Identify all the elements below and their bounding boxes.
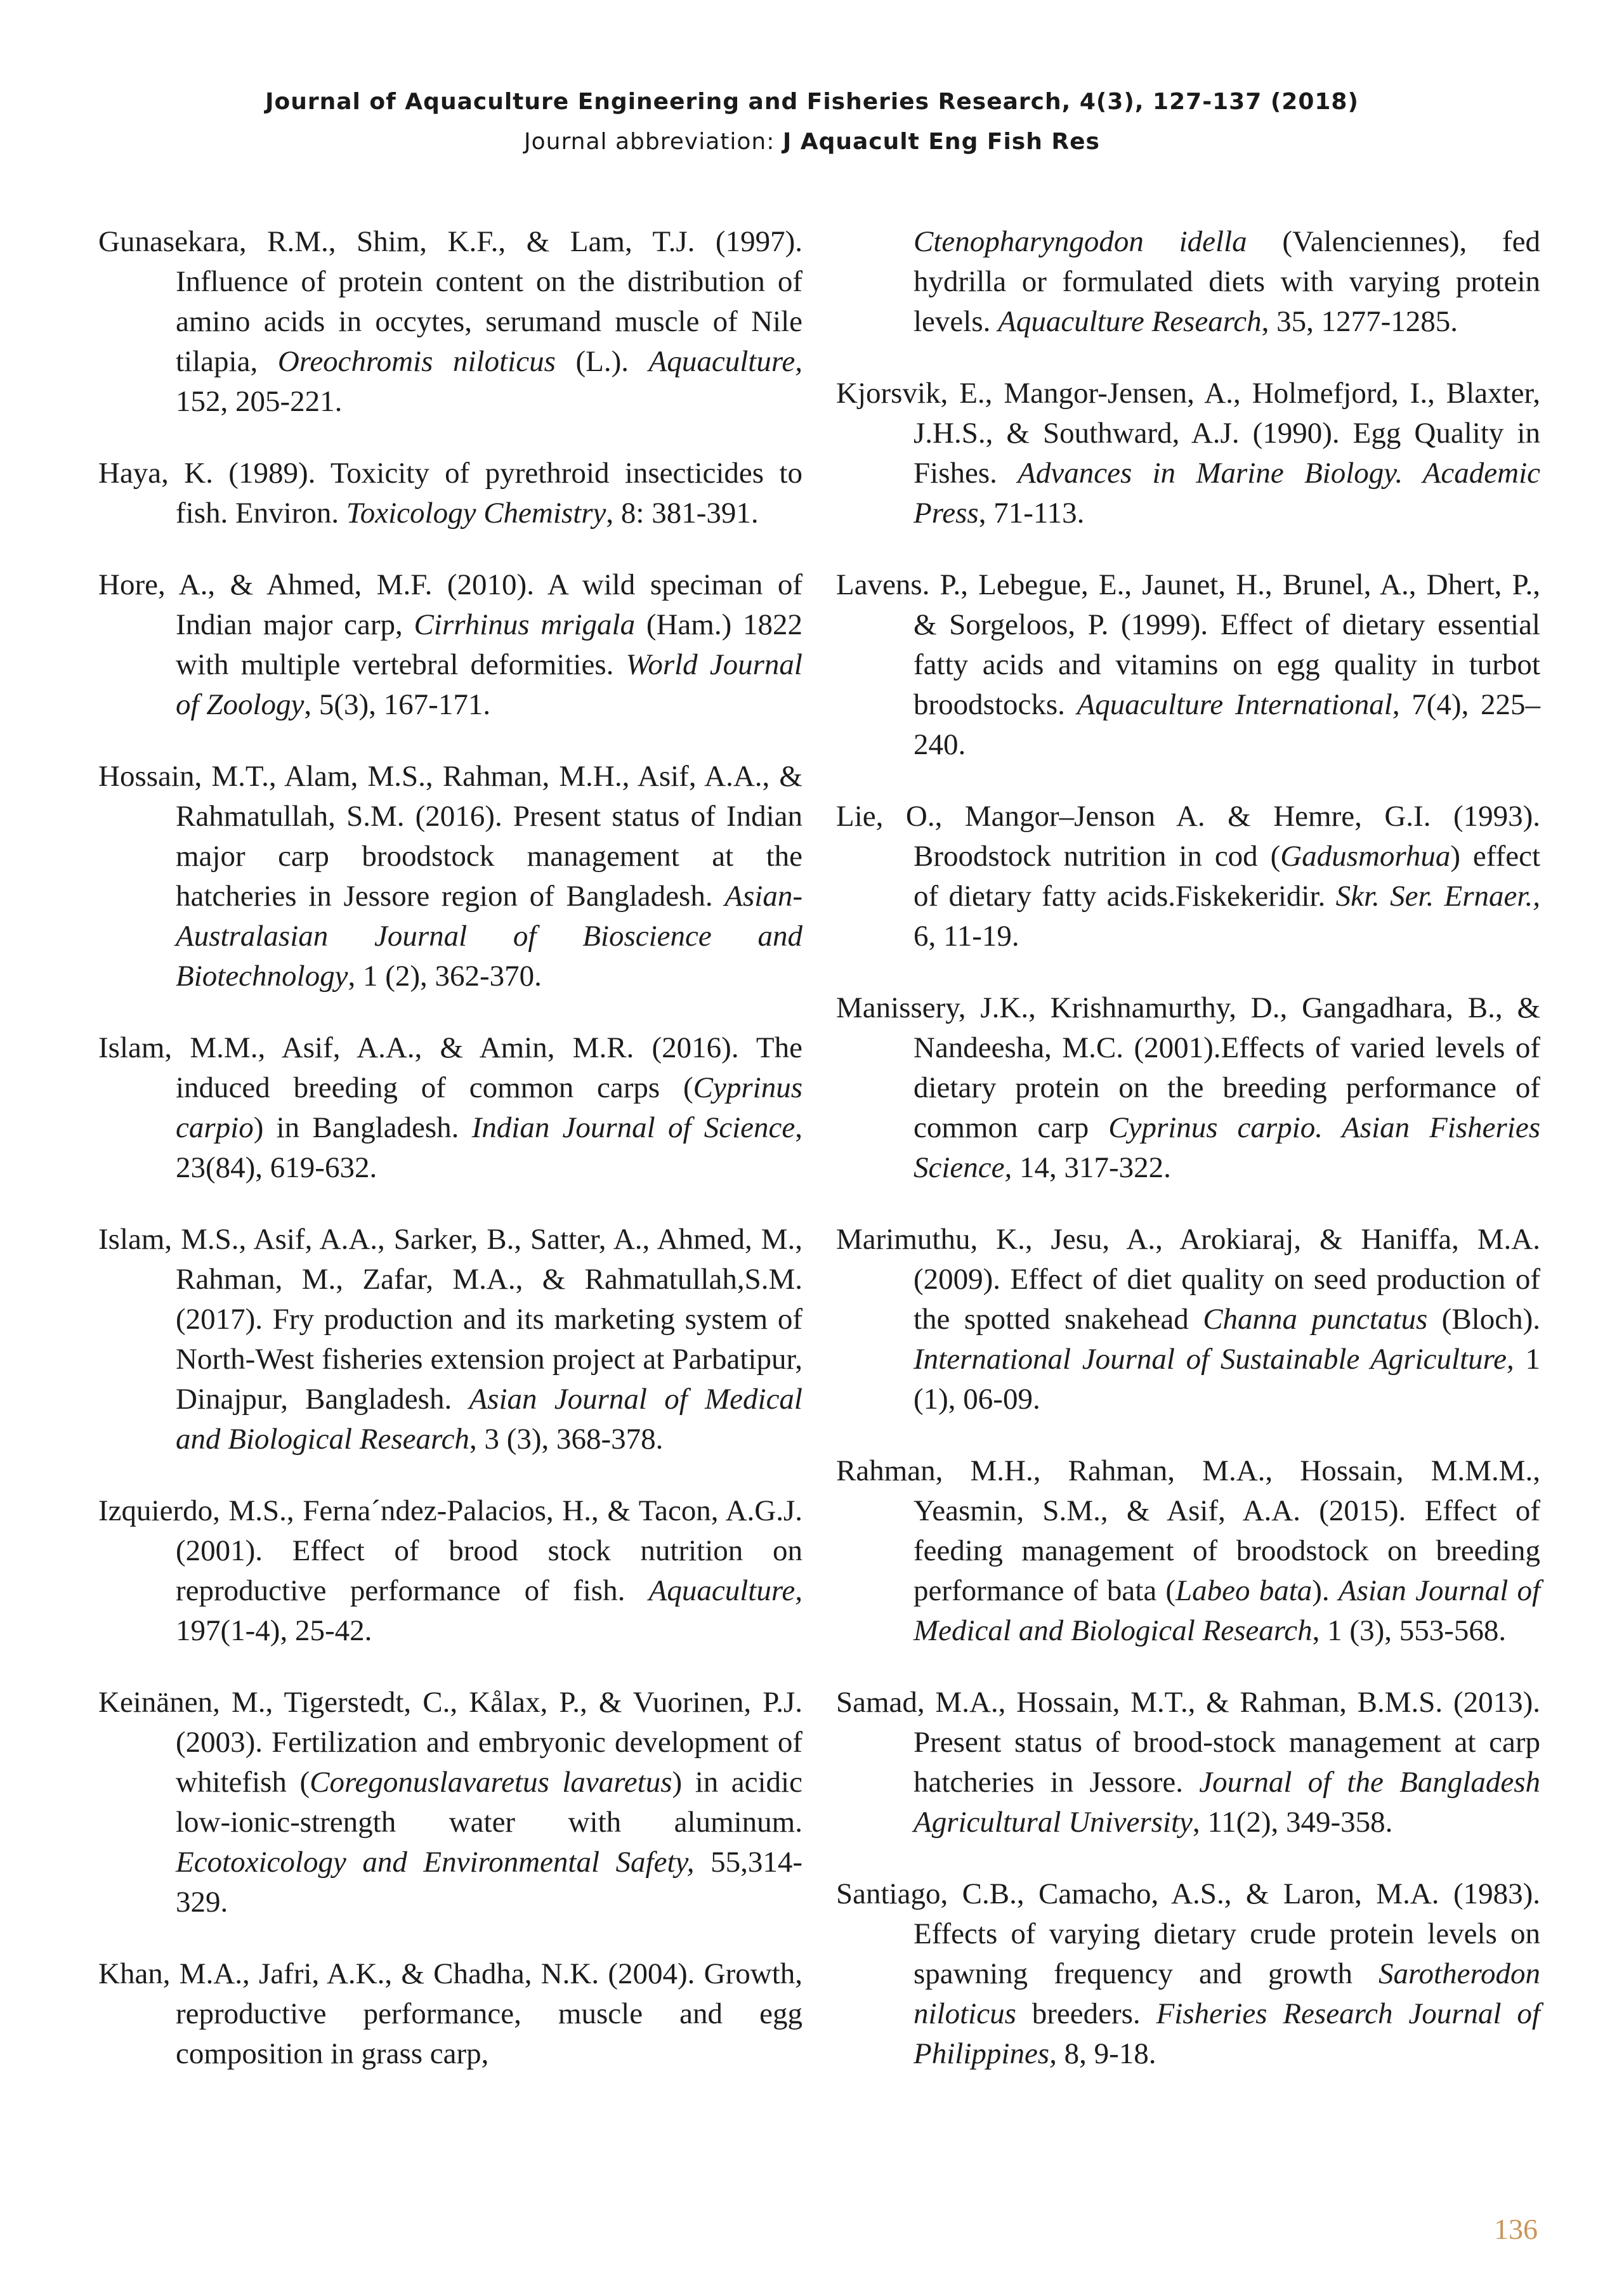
reference-entry [836,565,1540,765]
reference-italic-text: Toxicology Chemistry [346,497,606,530]
reference-text: ) in acidic low-ionic-strength water with aluminum. [176,1766,802,1839]
reference-text: ). [1312,1574,1339,1607]
reference-text: , 23(84), 619-632. [176,1111,802,1184]
reference-entry [98,1028,802,1188]
reference-italic-text: Labeo bata [1175,1574,1313,1607]
reference-entry [98,1491,802,1651]
reference-text: Islam, M.S., Asif, A.A., Sarker, B., Satter, A., Ahmed, M., Rahman, M., Zafar, M.A., & Rahmatullah,S.M. (2017). Fry production and its marketing system of North-West fisheries extension project at Parbatipur, Dinajpur, Bangladesh. [98,1223,802,1416]
reference-text: , 71-113. [978,497,1085,530]
reference-italic-text: Skr. Ser. Ernaer., [1335,880,1541,913]
reference-entry [836,222,1540,342]
reference-text: 55,314-329. [176,1846,802,1919]
reference-entry [836,1683,1540,1843]
reference-text: Hore, A., & Ahmed, M.F. (2010). A wild speciman of Indian major carp, [98,568,802,641]
reference-text: 1 (1), 06-09. [914,1343,1540,1416]
reference-italic-text: Gadusmorhua [1280,840,1451,873]
reference-entry [836,374,1540,533]
reference-text: , 5(3), 167-171. [304,688,491,721]
reference-text: Lavens. P., Lebegue, E., Jaunet, H., Brunel, A., Dhert, P., & Sorgeloos, P. (1999). Effect of dietary essential fatty acids and vitamins on egg quality in turbot broodstocks. [836,568,1540,721]
reference-text: , 8: 381-391. [606,497,759,530]
reference-text: Manissery, J.K., Krishnamurthy, D., Gangadhara, B., & Nandeesha, M.C. (2001).Effects of varied levels of dietary protein on the breeding performance of common carp [836,991,1540,1144]
reference-italic-text: Indian Journal of Science [471,1111,796,1144]
journal-abbreviation [0,129,1624,155]
reference-text: 197(1-4), 25-42. [176,1614,372,1647]
reference-italic-text: World Journal of Zoology [176,648,802,721]
abbreviation-label: Journal abbreviation: [524,129,783,155]
reference-text: , 1 (2), 362-370. [348,960,542,993]
reference-text: , 3 (3), 368-378. [469,1423,664,1456]
reference-entry [98,1683,802,1922]
reference-italic-text: Ctenopharyngodon idella [914,225,1247,258]
reference-italic-text: Ecotoxicology and Environmental Safety, [176,1846,695,1879]
references-right-column [836,222,1540,2106]
reference-text: Gunasekara, R.M., Shim, K.F., & Lam, T.J. (1997). Influence of protein content on the distribution of amino acids in occytes, serumand muscle of Nile tilapia, [98,225,802,378]
reference-text: 8, 9-18. [1056,2037,1156,2070]
reference-text: Lie, O., Mangor–Jenson A. & Hemre, G.I. (1993). Broodstock nutrition in cod ( [836,800,1540,873]
reference-text: Rahman, M.H., Rahman, M.A., Hossain, M.M.M., Yeasmin, S.M., & Asif, A.A. (2015). Effect of feeding management of broodstock on breeding performance of bata ( [836,1454,1540,1607]
reference-text: , 35, 1277-1285. [1261,305,1458,338]
references-left-column [98,222,802,2106]
reference-text: , 7(4), 225–240. [914,688,1540,761]
reference-italic-text: Aquaculture International [1077,688,1392,721]
reference-text: 152, 205-221. [176,385,343,418]
reference-italic-text: Asian-Australasian Journal of Bioscience and Biotechnology [176,880,802,993]
reference-italic-text: Oreochromis niloticus [277,345,556,378]
reference-italic-text: Channa punctatus [1203,1303,1428,1336]
reference-entry [836,1874,1540,2074]
reference-italic-text: Asian Journal of Medical and Biological Research [176,1383,802,1456]
reference-italic-text: Aquaculture, [648,1574,802,1607]
reference-italic-text: Cyprinus carpio [176,1071,802,1144]
reference-italic-text: International Journal of Sustainable Agriculture, [914,1343,1514,1376]
reference-text: (Bloch). [1427,1303,1540,1336]
reference-entry [98,1954,802,2074]
reference-italic-text: Advances in Marine Biology. Academic Press [914,457,1540,530]
journal-header [0,89,1624,155]
reference-entry [836,1451,1540,1651]
reference-text: , 1 (3), 553-568. [1312,1614,1507,1647]
reference-text: Santiago, C.B., Camacho, A.S., & Laron, M.A. (1983). Effects of varying dietary crude protein levels on spawning frequency and growth [836,1877,1540,1990]
reference-entry [98,565,802,725]
reference-text: 14, 317-322. [1012,1151,1171,1184]
reference-text: (L.). [555,345,649,378]
reference-entry [98,757,802,996]
page-number: 136 [1494,2213,1538,2245]
reference-text: 6, 11-19. [914,920,1019,953]
reference-italic-text: Sarotherodon niloticus [914,1957,1540,2030]
reference-text: , 11(2), 349-358. [1192,1806,1393,1839]
reference-text: (Valenciennes), fed hydrilla or formulated diets with varying protein levels. [914,225,1540,338]
reference-entry [98,222,802,422]
reference-text: ) effect of dietary fatty acids.Fiskekeridir. [914,840,1540,913]
reference-entry [836,988,1540,1188]
reference-text: Samad, M.A., Hossain, M.T., & Rahman, B.M.S. (2013). Present status of brood-stock management at carp hatcheries in Jessore. [836,1686,1540,1799]
reference-text: Hossain, M.T., Alam, M.S., Rahman, M.H., Asif, A.A., & Rahmatullah, S.M. (2016). Present status of Indian major carp broodstock management at the hatcheries in Jessore region of Bangladesh. [98,760,802,913]
reference-text: Khan, M.A., Jafri, A.K., & Chadha, N.K. (2004). Growth, reproductive performance, muscle and egg composition in grass carp, [98,1957,802,2070]
reference-italic-text: Journal of the Bangladesh Agricultural University [914,1766,1540,1839]
reference-text: breeders. [1016,1997,1156,2030]
reference-italic-text: Fisheries Research Journal of Philippines, [914,1997,1540,2070]
reference-italic-text: Asian Journal of Medical and Biological Research [914,1574,1541,1647]
reference-text: ) in Bangladesh. [253,1111,472,1144]
reference-text: (Ham.) 1822 with multiple vertebral deformities. [176,608,802,681]
reference-text: Izquierdo, M.S., Ferna´ndez-Palacios, H., & Tacon, A.G.J. (2001). Effect of brood stock nutrition on reproductive performance of fish. [98,1494,802,1607]
reference-text: Islam, M.M., Asif, A.A., & Amin, M.R. (2016). The induced breeding of common carps ( [98,1031,802,1104]
reference-italic-text: Cirrhinus mrigala [414,608,636,641]
reference-italic-text: Aquaculture, [648,345,802,378]
reference-italic-text: Coregonuslavaretus lavaretus [310,1766,672,1799]
reference-entry [836,1220,1540,1419]
reference-text: Marimuthu, K., Jesu, A., Arokiaraj, & Haniffa, M.A. (2009). Effect of diet quality on seed production of the spotted snakehead [836,1223,1540,1336]
reference-italic-text: Aquaculture Research [998,305,1262,338]
reference-text: Kjorsvik, E., Mangor-Jensen, A., Holmefjord, I., Blaxter, J.H.S., & Southward, A.J. (1990). Egg Quality in Fishes. [836,377,1540,490]
reference-entry [98,1220,802,1459]
reference-entry [98,453,802,533]
journal-title: Journal of Aquaculture Engineering and Fisheries Research, 4(3), 127-137 (2018) [265,89,1359,115]
reference-text: Haya, K. (1989). Toxicity of pyrethroid insecticides to fish. Environ. [98,457,802,530]
reference-text: Keinänen, M., Tigerstedt, C., Kålax, P., & Vuorinen, P.J. (2003). Fertilization and embryonic development of whitefish ( [98,1686,802,1799]
reference-entry [836,797,1540,956]
abbreviation-value: J Aquacult Eng Fish Res [782,129,1100,155]
reference-italic-text: Cyprinus carpio. Asian Fisheries Science, [914,1111,1540,1184]
